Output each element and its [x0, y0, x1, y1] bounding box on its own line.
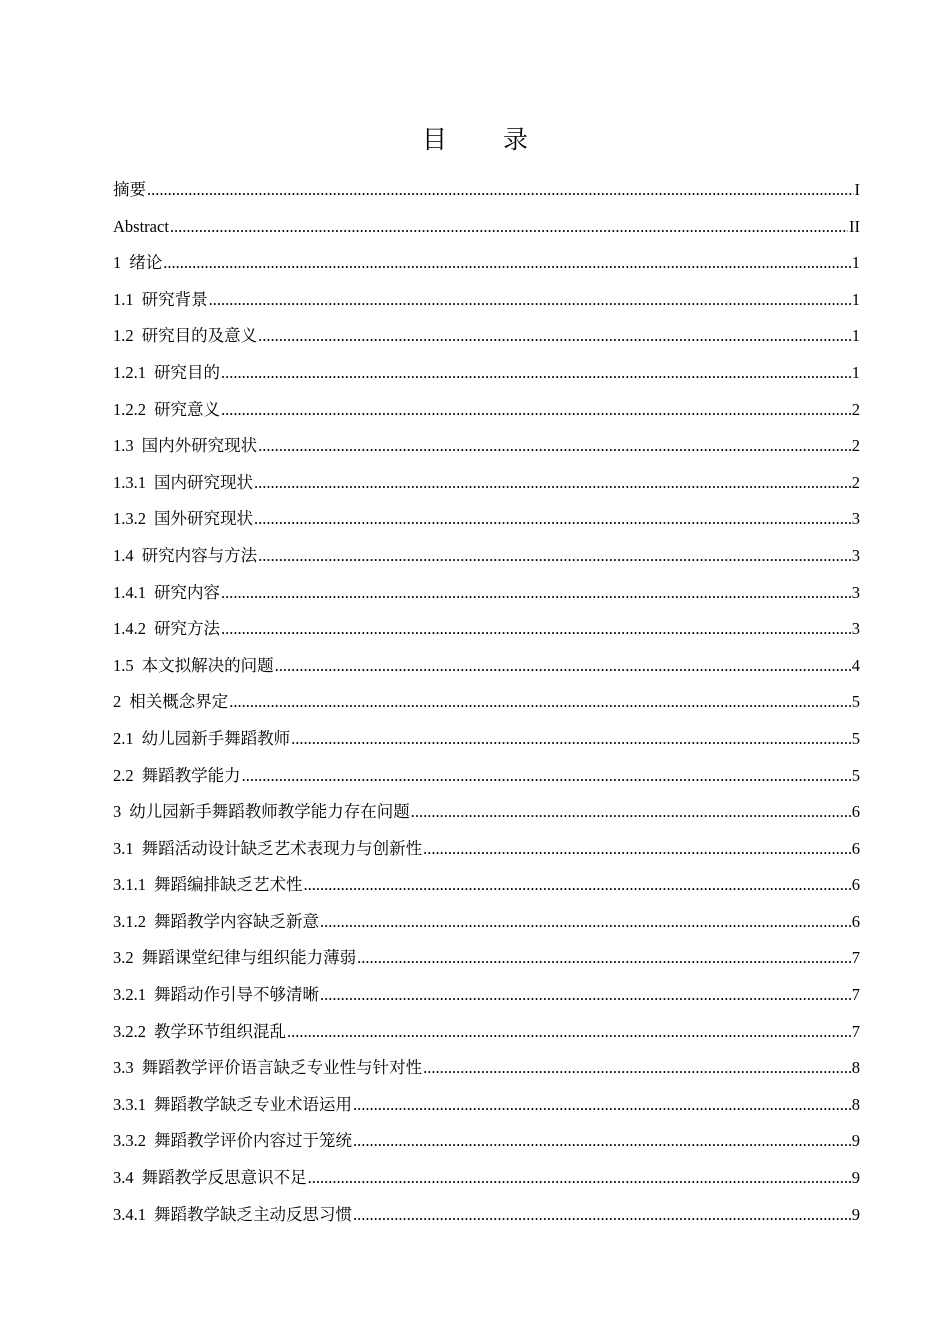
toc-dot-leader [147, 172, 854, 209]
toc-entry-page-number: 7 [851, 1021, 860, 1041]
toc-entry-page-number: 3 [851, 582, 860, 602]
toc-entry-label [113, 392, 220, 429]
toc-entry-label [113, 867, 303, 904]
toc-dot-leader [209, 282, 851, 319]
toc-entry[interactable] [113, 1014, 860, 1051]
toc-entry-label [113, 684, 228, 721]
toc-entry[interactable] [113, 428, 860, 465]
toc-entry-page-number: 6 [851, 875, 860, 895]
toc-entry[interactable] [113, 245, 860, 282]
toc-entry-label [113, 355, 220, 392]
toc-entry-number: 3.2.1 [113, 985, 146, 1005]
toc-entry-label [113, 977, 319, 1014]
toc-entry-label [113, 1014, 286, 1051]
toc-entry-page-number: 5 [851, 692, 860, 712]
toc-dot-leader [353, 1197, 851, 1234]
toc-entry[interactable] [113, 831, 860, 868]
toc-entry-page-number: 2 [851, 436, 860, 456]
toc-entry[interactable] [113, 392, 860, 429]
toc-entry-page-number: 3 [851, 509, 860, 529]
toc-entry-number: 1.4 [113, 545, 134, 565]
toc-entry-label [113, 1160, 307, 1197]
toc-dot-leader [308, 1160, 851, 1197]
toc-entry-text: 幼儿园新手舞蹈教师 [141, 728, 291, 748]
toc-entry-number: 3.4 [113, 1168, 134, 1188]
toc-entry-number: 1.4.2 [113, 619, 146, 639]
toc-entry[interactable] [113, 538, 860, 575]
toc-entry-page-number: 1 [851, 253, 860, 273]
toc-entry-number: 1.3.1 [113, 472, 146, 492]
toc-entry-text: 研究内容与方法 [141, 545, 258, 565]
toc-dot-leader [320, 904, 851, 941]
toc-entry-text: 绪论 [129, 253, 163, 273]
toc-dot-leader [353, 1123, 851, 1160]
toc-entry-number: 2 [113, 692, 122, 712]
toc-entry[interactable] [113, 904, 860, 941]
toc-entry[interactable] [113, 318, 860, 355]
toc-entry-label [113, 940, 356, 977]
toc-entry[interactable] [113, 1123, 860, 1160]
toc-entry-text: 舞蹈教学内容缺乏新意 [154, 911, 319, 931]
toc-dot-leader [163, 245, 851, 282]
toc-dot-leader [411, 794, 851, 831]
toc-entry-text: 舞蹈编排缺乏艺术性 [154, 875, 303, 895]
toc-entry-page-number: 9 [851, 1131, 860, 1151]
toc-dot-leader [254, 501, 851, 538]
toc-entry-label [113, 282, 208, 319]
toc-dot-leader [320, 977, 851, 1014]
toc-entry-label [113, 209, 169, 246]
toc-entry-label [113, 1197, 352, 1234]
toc-entry-label [113, 538, 257, 575]
toc-entry-text: 研究意义 [154, 399, 220, 419]
toc-entry-text: 研究目的及意义 [141, 326, 258, 346]
toc-entry[interactable] [113, 575, 860, 612]
toc-entry-number: 3.1 [113, 838, 134, 858]
toc-dot-leader [423, 1050, 851, 1087]
toc-entry[interactable] [113, 209, 860, 246]
toc-entry-number: 1 [113, 253, 122, 273]
toc-entry-number: 3.3.1 [113, 1094, 146, 1114]
toc-entry[interactable] [113, 465, 860, 502]
toc-entry[interactable] [113, 758, 860, 795]
toc-entry-label [113, 611, 220, 648]
toc-entry-text: 幼儿园新手舞蹈教师教学能力存在问题 [129, 802, 410, 822]
toc-entry-page-number: 3 [851, 545, 860, 565]
toc-entry-page-number: 3 [851, 619, 860, 639]
toc-entry-text: 舞蹈动作引导不够清晰 [154, 985, 319, 1005]
toc-entry-number: 3 [113, 802, 122, 822]
toc-entry[interactable] [113, 1197, 860, 1234]
toc-entry-page-number: 1 [851, 326, 860, 346]
toc-entry[interactable] [113, 1087, 860, 1124]
table-of-contents [113, 172, 860, 1233]
toc-entry-page-number: 6 [851, 838, 860, 858]
toc-entry-page-number: 8 [851, 1058, 860, 1078]
toc-entry-number: 1.1 [113, 289, 134, 309]
toc-entry-text: 舞蹈教学评价语言缺乏专业性与针对性 [141, 1058, 423, 1078]
toc-entry-page-number: 8 [851, 1094, 860, 1114]
toc-entry-label [113, 648, 274, 685]
toc-entry-label [113, 428, 257, 465]
toc-entry-number: 1.2.2 [113, 399, 146, 419]
toc-entry-page-number: II [849, 216, 860, 236]
toc-entry[interactable] [113, 1160, 860, 1197]
toc-entry-page-number: 7 [851, 985, 860, 1005]
toc-entry[interactable] [113, 172, 860, 209]
toc-entry-text: 舞蹈教学能力 [141, 765, 241, 785]
toc-entry-page-number: 7 [851, 948, 860, 968]
toc-entry-text: 舞蹈教学评价内容过于笼统 [154, 1131, 352, 1151]
toc-entry-label [113, 758, 241, 795]
toc-entry-label [113, 794, 410, 831]
toc-entry-number: 1.3 [113, 436, 134, 456]
toc-entry[interactable] [113, 501, 860, 538]
toc-entry-number: 1.3.2 [113, 509, 146, 529]
toc-entry-label [113, 831, 422, 868]
toc-dot-leader [357, 940, 851, 977]
toc-entry[interactable] [113, 977, 860, 1014]
toc-entry-label [113, 1087, 352, 1124]
toc-entry-label [113, 465, 253, 502]
toc-entry[interactable] [113, 1050, 860, 1087]
toc-dot-leader [304, 867, 851, 904]
toc-entry[interactable] [113, 867, 860, 904]
toc-entry-number: 3.1.2 [113, 911, 146, 931]
toc-entry-number: 1.4.1 [113, 582, 146, 602]
toc-entry-label [113, 904, 319, 941]
page-title: 目 录 [422, 125, 552, 154]
toc-entry-label [113, 245, 162, 282]
toc-entry-number: 3.1.1 [113, 875, 146, 895]
toc-entry[interactable] [113, 684, 860, 721]
toc-entry-label [113, 501, 253, 538]
toc-dot-leader [221, 392, 851, 429]
toc-entry-page-number: 6 [851, 802, 860, 822]
toc-entry[interactable] [113, 648, 860, 685]
toc-entry-number: 2.2 [113, 765, 134, 785]
toc-dot-leader [170, 209, 848, 246]
toc-dot-leader [258, 428, 851, 465]
toc-dot-leader [287, 1014, 851, 1051]
toc-entry-page-number: 9 [851, 1168, 860, 1188]
toc-entry-page-number: 5 [851, 765, 860, 785]
toc-entry-number: 1.2 [113, 326, 134, 346]
toc-entry-text: 摘要 [113, 180, 146, 199]
toc-entry-page-number: 4 [851, 655, 860, 675]
toc-entry-page-number: 9 [851, 1204, 860, 1224]
toc-dot-leader [275, 648, 851, 685]
toc-entry-number: 3.3.2 [113, 1131, 146, 1151]
toc-dot-leader [221, 611, 851, 648]
toc-entry-label [113, 172, 146, 209]
toc-dot-leader [254, 465, 851, 502]
toc-entry-text: 研究内容 [154, 582, 220, 602]
toc-entry[interactable] [113, 940, 860, 977]
toc-entry-label [113, 575, 220, 612]
toc-entry-text: 国内外研究现状 [141, 436, 258, 456]
toc-entry-text: 国内研究现状 [154, 472, 253, 492]
toc-entry-number: 3.2 [113, 948, 134, 968]
toc-entry-text: 研究方法 [154, 619, 220, 639]
toc-entry[interactable] [113, 611, 860, 648]
toc-dot-leader [353, 1087, 851, 1124]
toc-entry-page-number: 6 [851, 911, 860, 931]
toc-entry-text: 舞蹈教学缺乏专业术语运用 [154, 1094, 352, 1114]
toc-entry-label [113, 1050, 422, 1087]
toc-dot-leader [221, 355, 851, 392]
toc-entry[interactable] [113, 282, 860, 319]
toc-entry-text: 国外研究现状 [154, 509, 253, 529]
toc-entry[interactable] [113, 721, 860, 758]
toc-entry-number: 3.3 [113, 1058, 134, 1078]
toc-dot-leader [221, 575, 851, 612]
toc-entry-page-number: 1 [851, 362, 860, 382]
toc-entry[interactable] [113, 794, 860, 831]
toc-entry-page-number: 5 [851, 728, 860, 748]
toc-dot-leader [423, 831, 851, 868]
toc-entry-page-number: I [854, 180, 860, 199]
toc-entry-number: 1.5 [113, 655, 134, 675]
toc-entry-page-number: 1 [851, 289, 860, 309]
toc-dot-leader [242, 758, 851, 795]
toc-entry-label [113, 721, 290, 758]
toc-entry-page-number: 2 [851, 399, 860, 419]
toc-entry-text: 舞蹈课堂纪律与组织能力薄弱 [141, 948, 357, 968]
toc-entry-text: 舞蹈教学反思意识不足 [141, 1168, 307, 1188]
toc-entry-text: Abstract [113, 216, 169, 236]
toc-entry-text: 教学环节组织混乱 [154, 1021, 286, 1041]
toc-entry-page-number: 2 [851, 472, 860, 492]
toc-dot-leader [258, 318, 851, 355]
toc-entry-label [113, 318, 257, 355]
toc-entry-number: 1.2.1 [113, 362, 146, 382]
toc-entry-number: 2.1 [113, 728, 134, 748]
toc-dot-leader [258, 538, 851, 575]
toc-entry-text: 研究目的 [154, 362, 220, 382]
toc-entry-text: 舞蹈活动设计缺乏艺术表现力与创新性 [141, 838, 423, 858]
toc-entry[interactable] [113, 355, 860, 392]
toc-entry-number: 3.2.2 [113, 1021, 146, 1041]
toc-entry-text: 本文拟解决的问题 [141, 655, 274, 675]
toc-entry-text: 研究背景 [141, 289, 208, 309]
toc-entry-number: 3.4.1 [113, 1204, 146, 1224]
toc-entry-text: 舞蹈教学缺乏主动反思习惯 [154, 1204, 352, 1224]
toc-entry-text: 相关概念界定 [129, 692, 229, 712]
toc-dot-leader [291, 721, 851, 758]
toc-entry-label [113, 1123, 352, 1160]
toc-dot-leader [229, 684, 851, 721]
